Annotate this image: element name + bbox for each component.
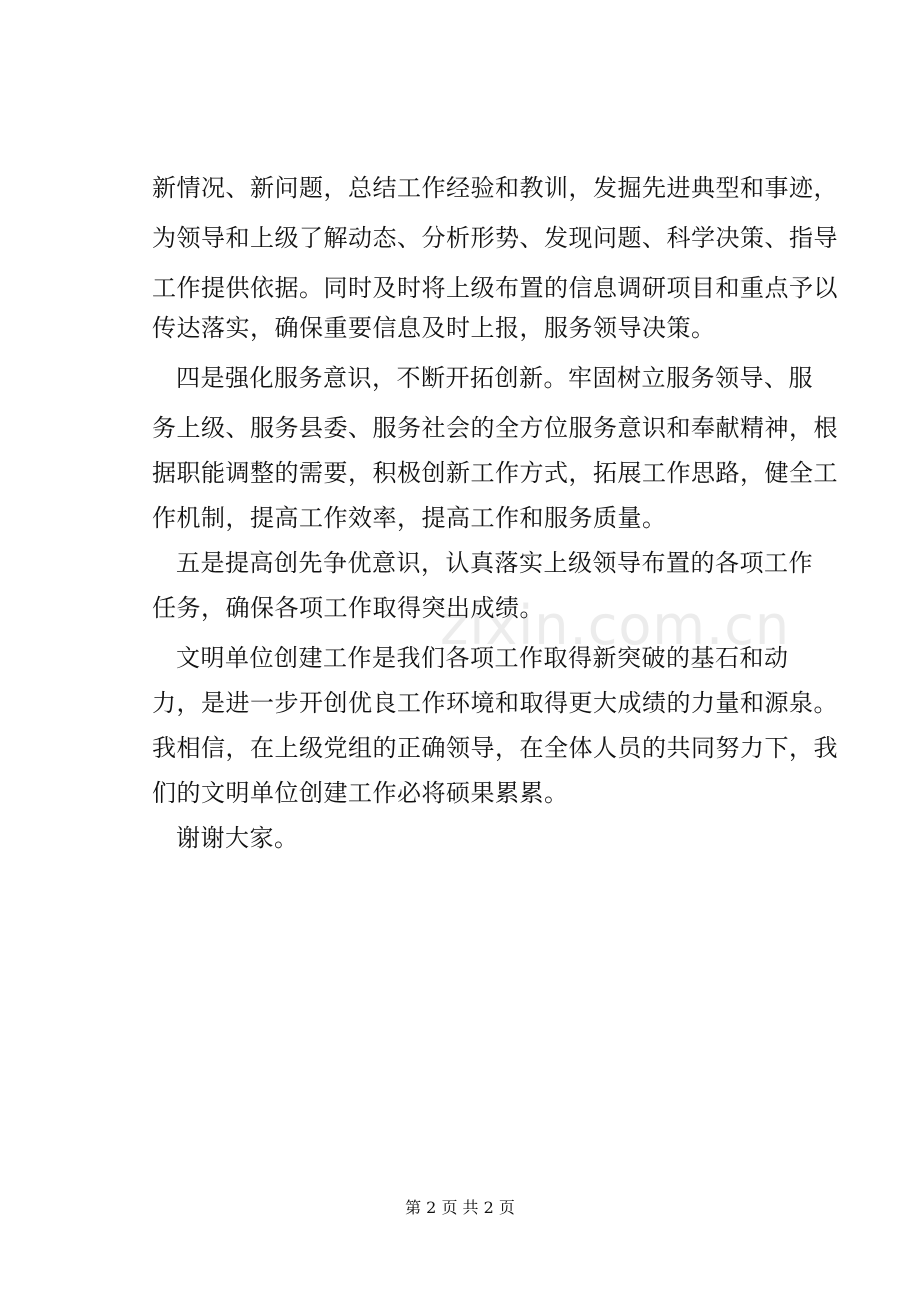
paragraph-1-line-2: 为领导和上级了解动态、分析形势、发现问题、科学决策、指导 — [152, 224, 838, 252]
paragraph-3-line-1: 五是提高创先争优意识，认真落实上级领导布置的各项工作 — [176, 549, 813, 577]
paragraph-2-line-3: 据职能调整的需要，积极创新工作方式，拓展工作思路，健全工 — [152, 459, 838, 487]
paragraph-1-line-3: 工作提供依据。同时及时将上级布置的信息调研项目和重点予以 — [152, 274, 838, 302]
page-footer: 第 2 页 共 2 页 — [405, 1198, 515, 1217]
paragraph-2-line-4: 作机制，提高工作效率，提高工作和服务质量。 — [152, 504, 667, 532]
paragraph-4-line-3: 我相信，在上级党组的正确领导，在全体人员的共同努力下，我 — [152, 734, 838, 762]
paragraph-4-line-1: 文明单位创建工作是我们各项工作取得新突破的基石和动 — [176, 644, 789, 672]
paragraph-2-line-1: 四是强化服务意识，不断开拓创新。牢固树立服务领导、服 — [176, 364, 813, 392]
paragraph-1-line-4: 传达落实，确保重要信息及时上报，服务领导决策。 — [152, 314, 716, 342]
paragraph-5-line-1: 谢谢大家。 — [176, 824, 299, 852]
paragraph-3-line-2: 任务，确保各项工作取得突出成绩。 — [152, 594, 544, 622]
paragraph-4-line-2: 力，是进一步开创优良工作环境和取得更大成绩的力量和源泉。 — [152, 689, 838, 717]
paragraph-2-line-2: 务上级、服务县委、服务社会的全方位服务意识和奉献精神，根 — [152, 414, 838, 442]
watermark: zixin.com.cn — [440, 594, 791, 657]
paragraph-4-line-4: 们的文明单位创建工作必将硕果累累。 — [152, 779, 569, 807]
paragraph-1-line-1: 新情况、新问题，总结工作经验和教训，发掘先进典型和事迹， — [152, 174, 838, 202]
